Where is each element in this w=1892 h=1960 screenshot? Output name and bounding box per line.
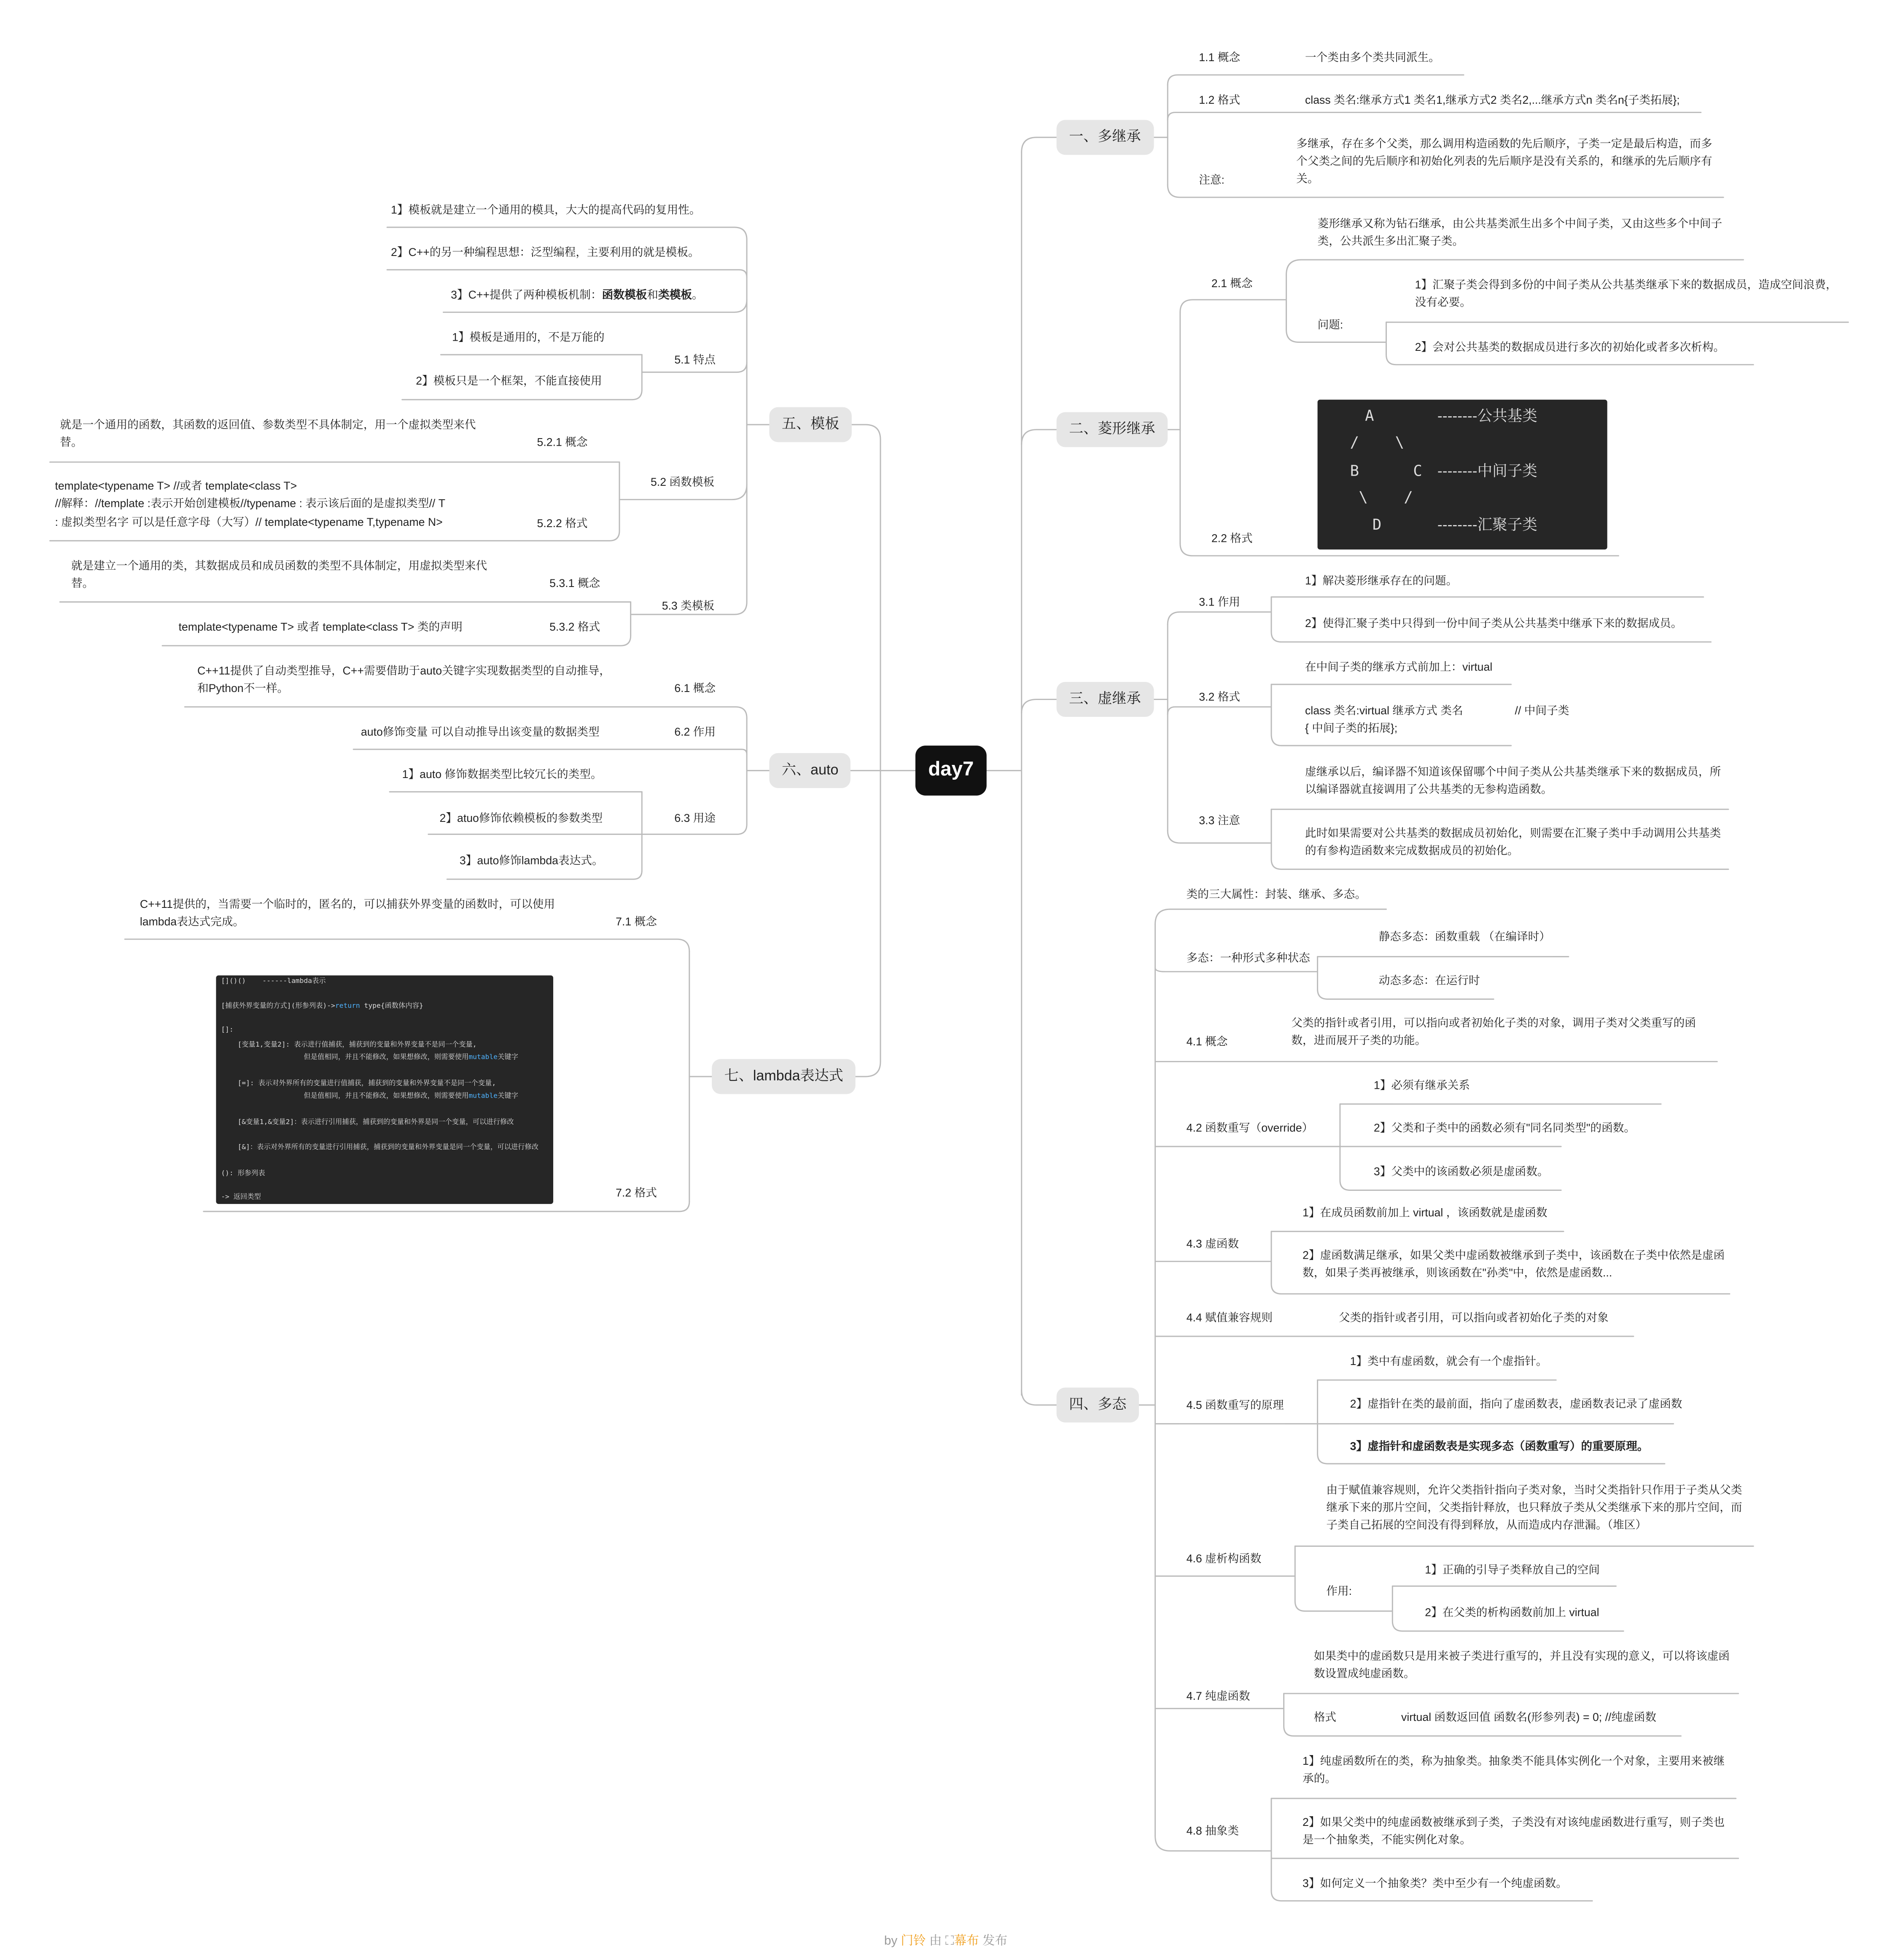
b2-concept-text: 菱形继承又称为钻石继承，由公共基类派生出多个中间子类，又由这些多个中间子类，公共派生多出汇聚子类。 bbox=[1317, 217, 1722, 248]
b4-concept-label: 4.1 概念 bbox=[1186, 1035, 1228, 1048]
b4-vdtor-role1: 1】正确的引导子类释放自己的空间 bbox=[1425, 1564, 1600, 1576]
b5-item3: 3】C++提供了两种模板机制：函数模板和类模板。 bbox=[451, 288, 703, 301]
diagram-row5-note: --------汇聚子类 bbox=[1437, 516, 1537, 533]
b6-usage-label: 6.3 用途 bbox=[674, 812, 716, 824]
code-line2: [捕获外界变量的方式](形参列表)->return type{函数体内容} bbox=[221, 1003, 423, 1011]
b5-classtmpl-format-label: 5.3.2 格式 bbox=[549, 620, 600, 633]
code-line7: 但是值相同，并且不能修改，如果想修改，则需要使用mutable关键字 bbox=[221, 1093, 518, 1101]
b4-pure-format: virtual 函数返回值 函数名(形参列表) = 0; //纯虚函数 bbox=[1401, 1711, 1657, 1724]
b5-functmpl-format-line1: template<typename T> //或者 template<class T> bbox=[55, 479, 297, 492]
code-line9: [&]：表示对外界所有的变量进行引用捕获，捕获到的变量和外界变量是同一个变量，可以进行修改 bbox=[221, 1144, 539, 1152]
code-line1: []()() ------lambda表示 bbox=[221, 978, 326, 985]
b5-functmpl-format-line3: : 虚拟类型名字 可以是任意字母（大写）// template<typename T,typename N> bbox=[55, 516, 443, 528]
diagram-row4: \ / bbox=[1359, 488, 1413, 506]
b6-role-text: auto修饰变量 可以自动推导出该变量的数据类型 bbox=[361, 725, 600, 738]
mubu-logo-icon: ⛶ bbox=[945, 1934, 954, 1949]
b6-role-label: 6.2 作用 bbox=[674, 725, 716, 738]
b1-concept-label: 1.1 概念 bbox=[1199, 51, 1241, 64]
b1-concept-text: 一个类由多个类共同派生。 bbox=[1305, 51, 1440, 64]
b6-usage-item3: 3】auto修饰lambda表达式。 bbox=[459, 854, 603, 867]
b6-usage-item1: 1】auto 修饰数据类型比较冗长的类型。 bbox=[402, 768, 602, 781]
b3-format-item2a: class 类名:virtual 继承方式 类名 bbox=[1305, 704, 1463, 717]
b5-classtmpl-format-text: template<typename T> 或者 template<class T> 类的声明 bbox=[178, 620, 463, 633]
b2-concept-label: 2.1 概念 bbox=[1211, 277, 1253, 290]
b3-note-label: 3.3 注意 bbox=[1199, 814, 1241, 827]
b4-principle-label: 4.5 函数重写的原理 bbox=[1186, 1399, 1284, 1411]
b3-role-item1: 1】解决菱形继承存在的问题。 bbox=[1305, 574, 1458, 587]
b5-functmpl-format-line2: //解释：//template :表示开始创建模板//typename : 表示该后面的是虚拟类型// T bbox=[55, 497, 446, 510]
code-line3: []: bbox=[221, 1026, 234, 1034]
b4-abstract-item1: 1】纯虚函数所在的类，称为抽象类。抽象类不能具体实例化一个对象，主要用来被继承的。 bbox=[1303, 1755, 1725, 1785]
b4-principle-item2: 2】虚指针在类的最前面，指向了虚函数表，虚函数表记录了虚函数 bbox=[1350, 1397, 1682, 1410]
b4-abstract-label: 4.8 抽象类 bbox=[1186, 1825, 1239, 1837]
b3-format-item2b: { 中间子类的拓展}; bbox=[1305, 722, 1398, 735]
b6-concept-text: C++11提供了自动类型推导，C++需要借助于auto关键字实现数据类型的自动推导，和Python不一样。 bbox=[197, 664, 611, 695]
diagram-row2: / \ bbox=[1350, 433, 1405, 451]
branch-diamond-inheritance[interactable]: 二、菱形继承 bbox=[1057, 412, 1168, 447]
root-node[interactable]: day7 bbox=[915, 746, 987, 795]
b5-classtmpl-concept-label: 5.3.1 概念 bbox=[549, 577, 600, 590]
code-line8: [&变量1,&变量2]：表示进行引用捕获，捕获到的变量和外界是同一个变量，可以进行修改 bbox=[221, 1119, 514, 1127]
b5-classtmpl-label: 5.3 类模板 bbox=[662, 599, 715, 612]
b4-concept-text: 父类的指针或者引用，可以指向或者初始化子类的对象，调用子类对父类重写的函数，进而展开子类的功能。 bbox=[1291, 1016, 1696, 1047]
b6-concept-label: 6.1 概念 bbox=[674, 682, 716, 695]
b3-role-label: 3.1 作用 bbox=[1199, 595, 1241, 608]
b4-virtual-item1: 1】在成员函数前加上 virtual ，该函数就是虚函数 bbox=[1303, 1206, 1548, 1219]
branch-templates[interactable]: 五、模板 bbox=[769, 407, 851, 442]
branch-virtual-inheritance[interactable]: 三、虚继承 bbox=[1057, 682, 1154, 717]
b4-override-label: 4.2 函数重写（override） bbox=[1186, 1121, 1313, 1134]
code-line10: (): 形参列表 bbox=[221, 1170, 265, 1178]
b5-functmpl-concept-label: 5.2.1 概念 bbox=[537, 436, 588, 449]
b5-feature-item1: 1】模板是通用的，不是万能的 bbox=[452, 331, 605, 344]
b3-note-item1: 虚继承以后，编译器不知道该保留哪个中间子类从公共基类继承下来的数据成员，所以编译器就直接调用了公共基类的无参构造函数。 bbox=[1305, 765, 1721, 796]
b2-problem-label: 问题: bbox=[1317, 318, 1343, 331]
b7-concept-label: 7.1 概念 bbox=[616, 915, 657, 928]
b2-problem-1: 1】汇聚子类会得到多份的中间子类从公共基类继承下来的数据成员，造成空间浪费，没有必要。 bbox=[1415, 278, 1837, 309]
diagram-row5: D bbox=[1372, 516, 1382, 533]
b5-feature-label: 5.1 特点 bbox=[674, 353, 716, 366]
b2-format-label: 2.2 格式 bbox=[1211, 532, 1253, 545]
diamond-diagram-image bbox=[1318, 400, 1607, 549]
b3-format-label: 3.2 格式 bbox=[1199, 690, 1241, 703]
b2-problem-2: 2】会对公共基类的数据成员进行多次的初始化或者多次析构。 bbox=[1415, 341, 1725, 354]
b7-concept-text: C++11提供的，当需要一个临时的，匿名的，可以捕获外界变量的函数时，可以使用lambda表达式完成。 bbox=[140, 898, 555, 928]
b4-principle-item3: 3】虚指针和虚函数表是实现多态（函数重写）的重要原理。 bbox=[1350, 1440, 1649, 1453]
b4-principle-item1: 1】类中有虚函数，就会有一个虚指针。 bbox=[1350, 1355, 1548, 1368]
b4-override-item3: 3】父类中的该函数必须是虚函数。 bbox=[1373, 1165, 1549, 1178]
b5-feature-item2: 2】模板只是一个框架，不能直接使用 bbox=[416, 374, 602, 388]
b5-functmpl-label: 5.2 函数模板 bbox=[651, 476, 715, 489]
b4-intro: 类的三大属性：封装、继承、多态。 bbox=[1186, 888, 1367, 901]
code-line5: 但是值相同，并且不能修改，如果想修改，则需要使用mutable关键字 bbox=[221, 1054, 518, 1062]
b4-vdtor-text: 由于赋值兼容规则，允许父类指针指向子类对象，当时父类指针只作用于子类从父类继承下来的那片空间，父类指针释放，也只释放子类从父类继承下来的那片空间，而子类自己拓展的空间没有得到释放，从而造成内存泄漏。（堆区） bbox=[1326, 1483, 1742, 1532]
b5-item2: 2】C++的另一种编程思想：泛型编程，主要利用的就是模板。 bbox=[391, 246, 700, 259]
b1-format-text: class 类名:继承方式1 类名1,继承方式2 类名2,...继承方式n 类名n{子类拓展}; bbox=[1305, 94, 1680, 106]
b4-pure-label: 4.7 纯虚函数 bbox=[1186, 1690, 1250, 1702]
b4-poly-static: 静态多态：函数重载 （在编译时） bbox=[1378, 930, 1550, 943]
b1-note-label: 注意: bbox=[1199, 173, 1225, 186]
diagram-row1: A bbox=[1365, 407, 1374, 425]
b4-vdtor-role2: 2】在父类的析构函数前加上 virtual bbox=[1425, 1606, 1599, 1619]
b3-format-item1: 在中间子类的继承方式前加上：virtual bbox=[1305, 660, 1493, 673]
b4-compat-text: 父类的指针或者引用，可以指向或者初始化子类的对象 bbox=[1338, 1311, 1609, 1324]
b7-format-label: 7.2 格式 bbox=[616, 1186, 657, 1199]
diagram-row3-note: --------中间子类 bbox=[1437, 462, 1537, 480]
b3-role-item2: 2】使得汇聚子类中只得到一份中间子类从公共基类中继承下来的数据成员。 bbox=[1305, 617, 1682, 630]
diagram-row3: B C bbox=[1350, 462, 1422, 480]
b4-compat-label: 4.4 赋值兼容规则 bbox=[1186, 1311, 1273, 1324]
b4-abstract-item3: 3】如何定义一个抽象类？类中至少有一个纯虚函数。 bbox=[1303, 1877, 1567, 1890]
b3-format-item2c: // 中间子类 bbox=[1515, 704, 1569, 717]
code-line6: [=]: 表示对外界所有的变量进行值捕获，捕获到的变量和外界变量不是同一个变量, bbox=[221, 1080, 496, 1088]
lambda-code-image bbox=[216, 975, 553, 1204]
b4-pure-format-label: 格式 bbox=[1313, 1711, 1337, 1724]
code-line4: [变量1,变量2]: 表示进行值捕获，捕获到的变量和外界变量不是同一个变量, bbox=[221, 1042, 477, 1049]
b5-functmpl-concept-text: 就是一个通用的函数，其函数的返回值、参数类型不具体制定，用一个虚拟类型来代替。 bbox=[60, 418, 476, 449]
b4-virtual-label: 4.3 虚函数 bbox=[1186, 1238, 1239, 1250]
b4-poly-dynamic: 动态多态：在运行时 bbox=[1378, 974, 1480, 987]
branch-auto[interactable]: 六、auto bbox=[769, 753, 851, 788]
b4-override-item1: 1】必须有继承关系 bbox=[1373, 1079, 1470, 1092]
diagram-row1-note: --------公共基类 bbox=[1437, 407, 1537, 425]
b3-note-item2: 此时如果需要对公共基类的数据成员初始化，则需要在汇聚子类中手动调用公共基类的有参构造函数来完成数据成员的初始化。 bbox=[1305, 827, 1721, 857]
footer-credit[interactable]: by 门铃 由 ⛶幕布 发布 bbox=[884, 1934, 1008, 1949]
b1-format-label: 1.2 格式 bbox=[1199, 94, 1241, 106]
b4-abstract-item2: 2】如果父类中的纯虚函数被继承到子类，子类没有对该纯虚函数进行重写，则子类也是一个抽象类，不能实例化对象。 bbox=[1303, 1816, 1725, 1846]
b4-vdtor-label: 4.6 虚析构函数 bbox=[1186, 1552, 1262, 1565]
b4-virtual-item2: 2】虚函数满足继承，如果父类中虚函数被继承到子类中，该函数在子类中依然是虚函数，如果子类再被继承，则该函数在"孙类"中，依然是虚函数... bbox=[1303, 1249, 1725, 1279]
b4-vdtor-role-label: 作用: bbox=[1326, 1585, 1352, 1598]
b1-note-text: 多继承，存在多个父类，那么调用构造函数的先后顺序，子类一定是最后构造，而多个父类之间的先后顺序和初始化列表的先后顺序是没有关系的，和继承的先后顺序有关。 bbox=[1296, 137, 1712, 185]
branch-lambda[interactable]: 七、lambda表达式 bbox=[712, 1059, 856, 1094]
b5-item1: 1】模板就是建立一个通用的模具，大大的提高代码的复用性。 bbox=[391, 203, 701, 216]
b6-usage-item2: 2】atuo修饰依赖模板的参数类型 bbox=[439, 812, 603, 824]
branch-multiple-inheritance[interactable]: 一、多继承 bbox=[1057, 120, 1154, 155]
b4-pure-text: 如果类中的虚函数只是用来被子类进行重写的，并且没有实现的意义，可以将该虚函数设置成纯虚函数。 bbox=[1313, 1650, 1730, 1680]
b5-classtmpl-concept-text: 就是建立一个通用的类，其数据成员和成员函数的类型不具体制定，用虚拟类型来代替。 bbox=[71, 559, 487, 590]
branch-polymorphism[interactable]: 四、多态 bbox=[1057, 1387, 1139, 1422]
b5-functmpl-format-label: 5.2.2 格式 bbox=[537, 517, 588, 530]
code-line11: -> 返回类型 bbox=[221, 1194, 261, 1202]
b4-override-item2: 2】父类和子类中的函数必须有"同名同类型"的函数。 bbox=[1373, 1121, 1636, 1134]
b4-poly-label: 多态：一种形式多种状态 bbox=[1186, 951, 1310, 964]
